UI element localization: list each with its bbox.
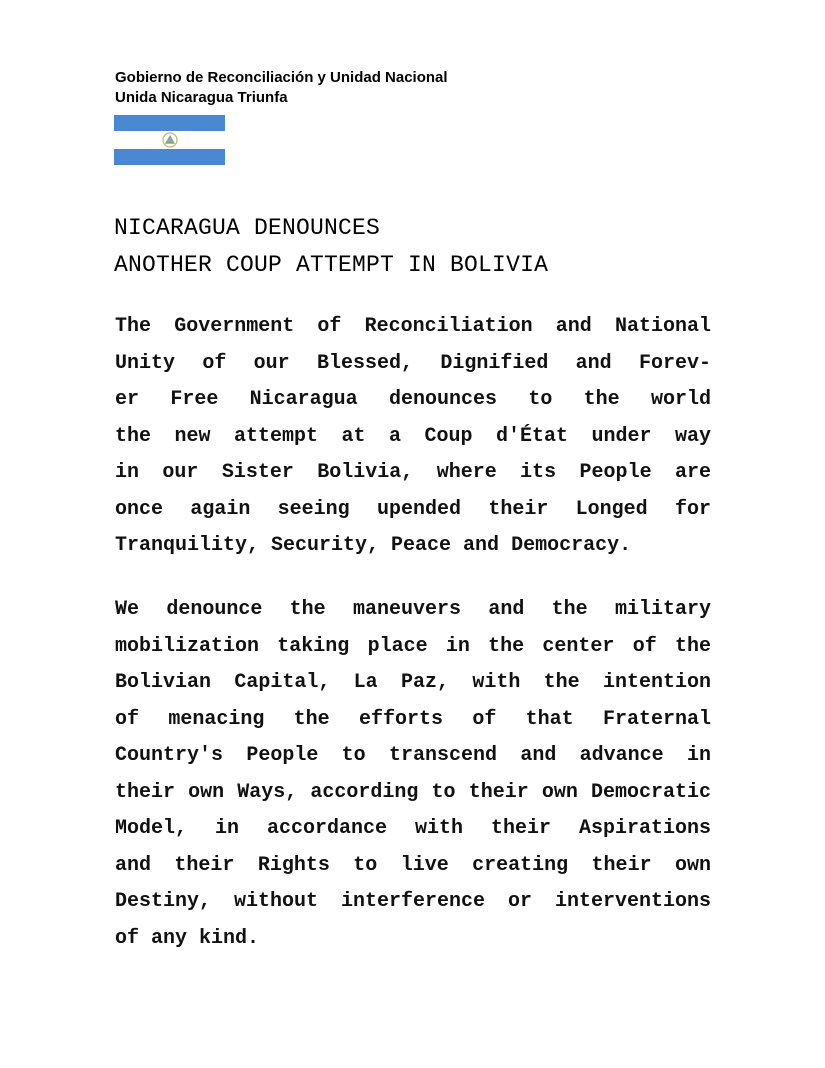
paragraph-line: er Free Nicaragua denounces to the world	[115, 388, 711, 411]
paragraph-line: and their Rights to live creating their own	[115, 853, 711, 877]
paragraph-line: Unity of our Blessed, Dignified and Forev-	[115, 351, 711, 375]
paragraph-line: of menacing the efforts of that Fraternal	[115, 707, 711, 731]
headline-line-2: ANOTHER COUP ATTEMPT IN BOLIVIA	[114, 252, 549, 278]
nicaragua-flag-icon	[114, 115, 225, 165]
paragraph-1	[115, 309, 711, 565]
paragraph-line: Country's People to transcend and advance in	[115, 744, 711, 767]
coat-of-arms-icon	[162, 132, 178, 148]
paragraph-line: Tranquility, Security, Peace and Democracy.	[115, 534, 632, 557]
letterhead-line-1: Gobierno de Reconciliación y Unidad Nacional	[115, 69, 448, 86]
flag-band-top	[114, 115, 225, 131]
paragraph-line: their own Ways, according to their own Democratic	[115, 780, 711, 804]
paragraph-line: Model, in accordance with their Aspirations	[115, 817, 711, 840]
headline	[114, 210, 548, 284]
paragraph-line: Destiny, without interference or interventions	[115, 890, 711, 913]
paragraph-line: of any kind.	[115, 926, 260, 950]
flag-band-bottom	[114, 149, 225, 165]
paragraph-line: The Government of Reconciliation and National	[115, 315, 711, 338]
paragraph-line: in our Sister Bolivia, where its People are	[115, 461, 711, 484]
paragraph-line: mobilization taking place in the center of the	[115, 634, 711, 658]
paragraph-line: the new attempt at a Coup d'État under way	[115, 424, 711, 448]
paragraph-2	[115, 592, 711, 957]
paragraph-line: once again seeing upended their Longed for	[115, 497, 711, 521]
letterhead	[115, 68, 448, 108]
headline-line-1: NICARAGUA DENOUNCES	[114, 215, 381, 241]
paragraph-line: Bolivian Capital, La Paz, with the intention	[115, 671, 711, 694]
paragraph-line: We denounce the maneuvers and the military	[115, 598, 711, 621]
letterhead-line-2: Unida Nicaragua Triunfa	[115, 89, 288, 106]
